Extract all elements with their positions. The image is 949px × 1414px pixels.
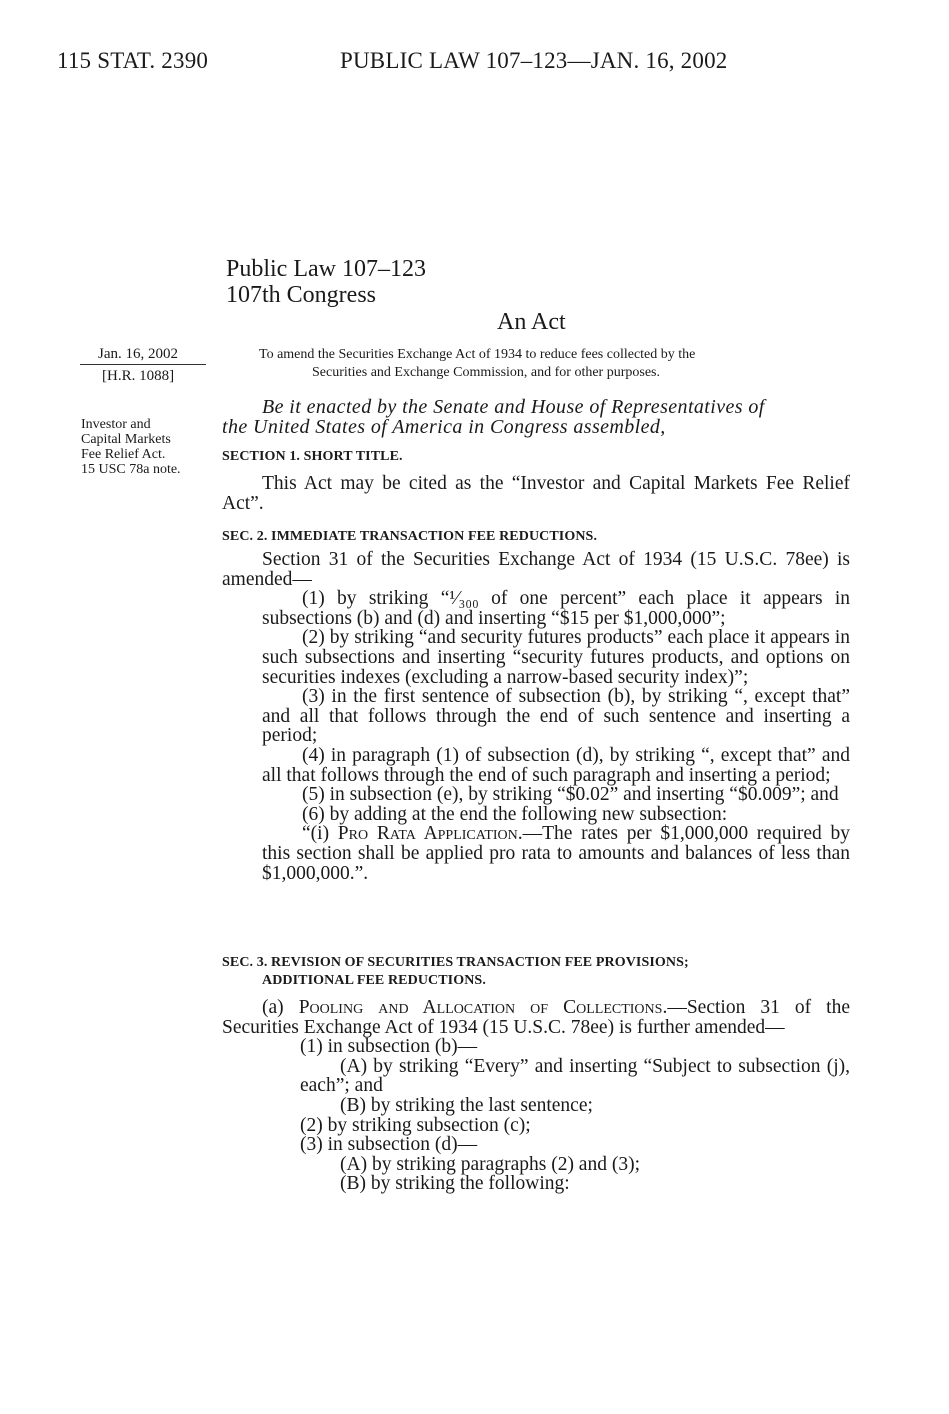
margin-note-line: Investor and (81, 417, 151, 432)
margin-bill-number: [H.R. 1088] (102, 368, 175, 384)
section-2-item: (5) in subsection (e), by striking “$0.02” and inserting “$0.009”; and (302, 784, 839, 806)
section-2-item: (2) by striking “and security futures products” each place it appears in such subsections and inserting “security futures products, and options on securities indexes (excluding a narrow-based security index)”; (262, 627, 850, 688)
subsection-a-text: .—Section 31 of the Securities Exchange Act of 1934 (15 U.S.C. 78ee) is further amended— (222, 997, 850, 1038)
section-1-heading: SECTION 1. SHORT TITLE. (222, 449, 403, 464)
quote-heading: Pro Rata Application (337, 823, 518, 845)
section-2-heading: SEC. 2. IMMEDIATE TRANSACTION FEE REDUCTIONS. (222, 529, 598, 544)
congress-number: 107th Congress (226, 282, 376, 308)
section-1-paragraph: This Act may be cited as the “Investor and Capital Markets Fee Relief Act”. (222, 473, 850, 514)
section-3-item: (B) by striking the following: (340, 1173, 570, 1195)
section-3-item: (B) by striking the last sentence; (340, 1094, 593, 1116)
section-2-item: (6) by adding at the end the following new subsection: (302, 803, 728, 825)
section-3-item: (A) by striking “Every” and inserting “Subject to subsection (j), each”; and (300, 1055, 850, 1097)
margin-note-line: Capital Markets (81, 432, 171, 447)
margin-date: Jan. 16, 2002 (98, 346, 178, 362)
act-title: An Act (497, 309, 566, 335)
section-3-heading: SEC. 3. REVISION OF SECURITIES TRANSACTION FEE PROVISIONS; (222, 955, 689, 970)
section-3-body (222, 998, 850, 1194)
section-2-intro: Section 31 of the Securities Exchange Act of 1934 (15 U.S.C. 78ee) is amended— (222, 549, 850, 590)
page-reference: 115 STAT. 2390 (57, 48, 209, 73)
purpose-line: Securities and Exchange Commission, and for other purposes. (312, 365, 660, 380)
section-3-item: (A) by striking paragraphs (2) and (3); (340, 1153, 640, 1175)
law-number: Public Law 107–123 (226, 256, 426, 282)
section-3-item: (1) in subsection (b)— (300, 1036, 478, 1058)
running-head: PUBLIC LAW 107–123—JAN. 16, 2002 (340, 48, 728, 73)
section-2-quoted-subsection (222, 824, 850, 883)
quote-text: .—The rates per $1,000,000 required by this section shall be applied pro rata to amounts and balances of less than $1,000,000.”. (262, 823, 850, 884)
section-3-item: (3) in subsection (d)— (300, 1134, 478, 1156)
section-2-item: (3) in the first sentence of subsection (b), by striking “, except that” and all that follows through the end of such sentence and inserting a period; (262, 686, 850, 747)
section-1-text (222, 474, 850, 513)
quote-prefix: “(i) (302, 823, 338, 845)
section-2-item: (4) in paragraph (1) of subsection (d), by striking “, except that” and all that follows through the end of such paragraph and inserting a period; (262, 744, 850, 786)
section-3-heading-cont: ADDITIONAL FEE REDUCTIONS. (262, 973, 486, 988)
section-3-item: (2) by striking subsection (c); (300, 1114, 531, 1136)
section-2-item: (1) by striking “¹⁄₃₀₀ of one percent” each place it appears in subsections (b) and (d) and inserting “$15 per $1,000,000”; (262, 588, 850, 629)
enacting-clause-line: Be it enacted by the Senate and House of Representatives of (262, 396, 765, 418)
subsection-a-prefix: (a) (262, 997, 299, 1018)
section-3-subsection-a (222, 998, 850, 1037)
margin-rule (80, 364, 206, 365)
purpose-line: To amend the Securities Exchange Act of 1934 to reduce fees collected by the (259, 347, 696, 362)
subsection-a-heading: Pooling and Allocation of Collections (298, 997, 663, 1018)
section-2-body (222, 550, 850, 883)
margin-short-title-note (81, 417, 181, 477)
enacting-clause-line: the United States of America in Congress assembled, (222, 416, 666, 438)
margin-note-line: 15 USC 78a note. (81, 462, 181, 477)
margin-note-line: Fee Relief Act. (81, 447, 166, 462)
